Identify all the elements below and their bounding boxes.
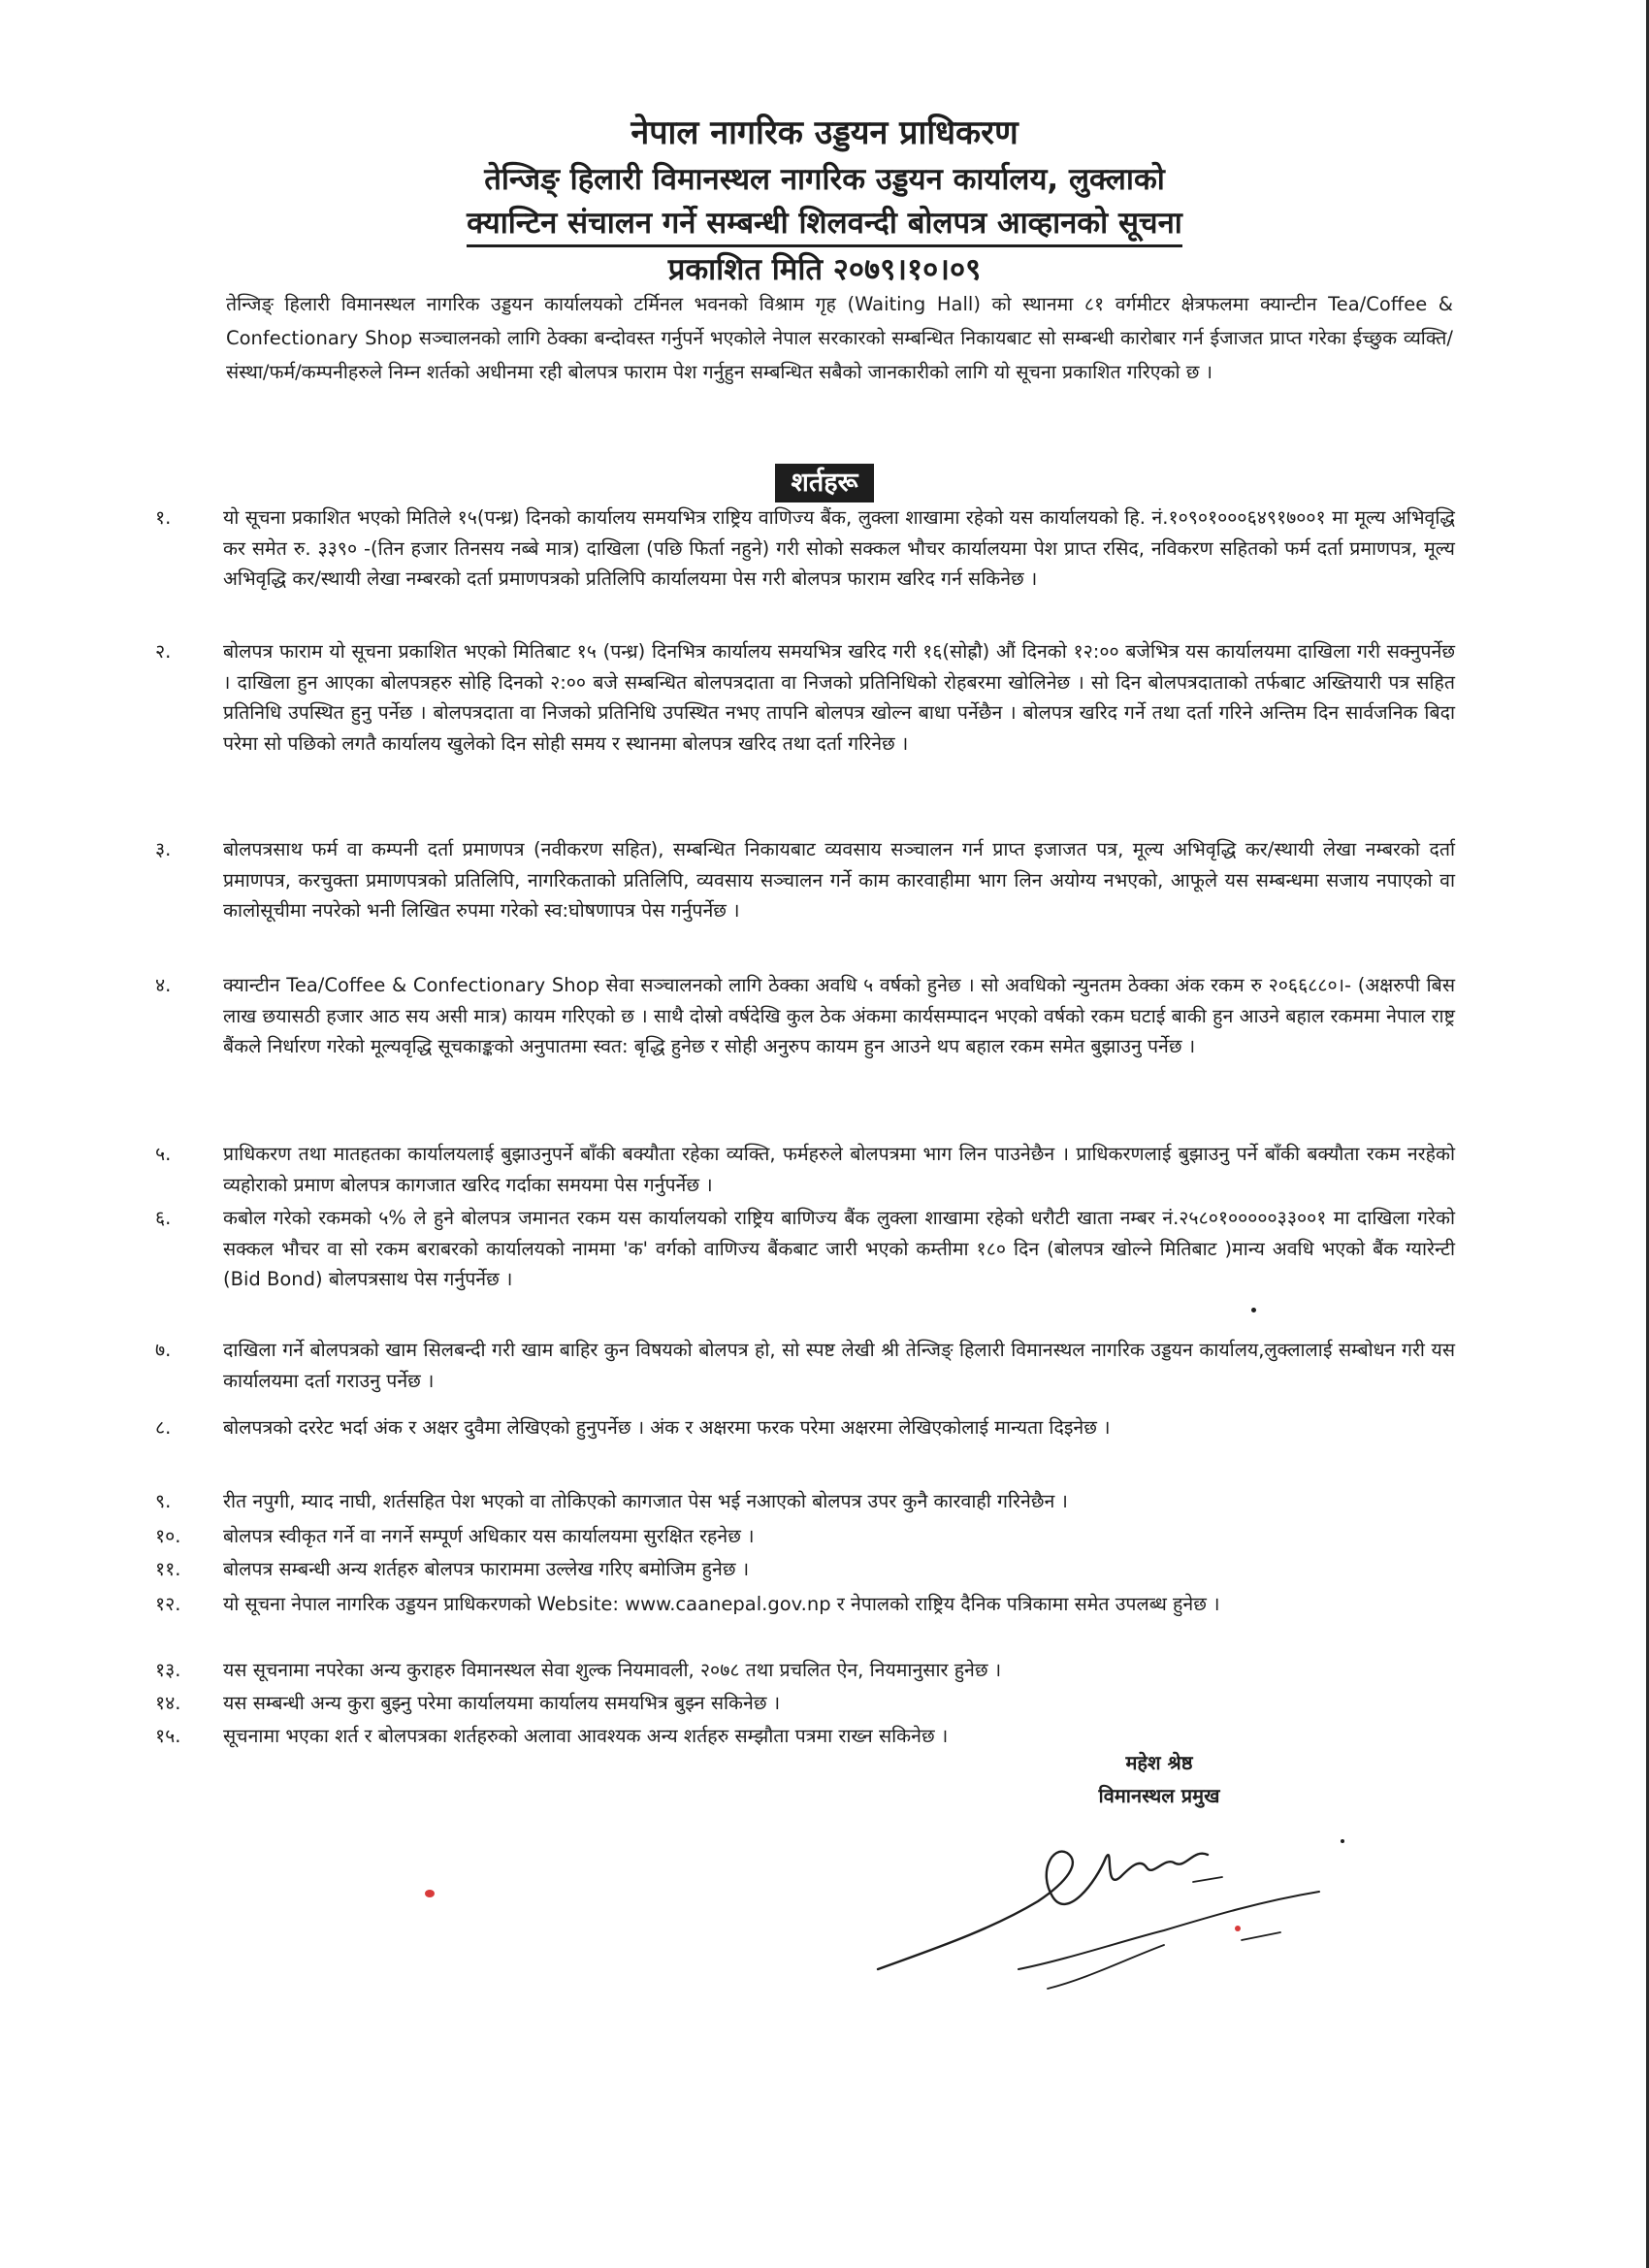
condition-number: १. xyxy=(155,506,172,529)
condition-text: क्यान्टीन Tea/Coffee & Confectionary Shop सेवा सञ्चालनको लागि ठेक्का अवधि ५ वर्षको हुनेछ । सो अवधिको न्युनतम ठेक्का अंक रकम रु २०६६८८०।- (अक्षरुपी बिस लाख छयासठी हजार आठ सय असी मात्र) कायम गरिएको छ । साथै दोस्रो वर्षदेखि कुल ठेक अंकमा कार्यसम्पादन भएको वर्षको रकम घटाई बाकी हुन आउने बहाल रकममा नेपाल राष्ट्र बैंकले निर्धारण गरेको मूल्यवृद्धि सूचकाङ्कको अनुपातमा स्वत: बृद्धि हुनेछ र सोही अनुरुप कायम हुन आउने थप बहाल रकम समेत बुझाउनु पर्नेछ । xyxy=(223,974,1455,1057)
condition-text: कबोल गरेको रकमको ५% ले हुने बोलपत्र जमानत रकम यस कार्यालयको राष्ट्रिय बाणिज्य बैंक लुक्ला शाखामा रहेको धरौटी खाता नम्बर नं.२५८०१०००००३३००१ मा दाखिला गरेको सक्कल भौचर वा सो रकम बराबरको कार्यालयको नाममा 'क' वर्गको वाणिज्य बैंकबाट जारी भएको कम्तीमा १८० दिन (बोलपत्र खोल्ने मितिबाट )मान्य अवधि भएको बैंक ग्यारेन्टी (Bid Bond) बोलपत्रसाथ पेस गर्नुपर्नेछ । xyxy=(223,1207,1455,1290)
condition-text: दाखिला गर्ने बोलपत्रको खाम सिलबन्दी गरी खाम बाहिर कुन विषयको बोलपत्र हो, सो स्पष्ट लेखी श्री तेन्जिङ् हिलारी विमानस्थल नागरिक उड्डयन कार्यालय,लुक्लालाई सम्बोधन गरी यस कार्यालयमा दर्ता गराउनु पर्नेछ । xyxy=(223,1339,1455,1392)
condition-item xyxy=(155,502,1455,595)
signatory-title: विमानस्थल प्रमुख xyxy=(1098,1784,1220,1807)
condition-text: बोलपत्र सम्बन्धी अन्य शर्तहरु बोलपत्र फाराममा उल्लेख गरिए बमोजिम हुनेछ । xyxy=(223,1558,750,1580)
condition-text: बोलपत्र स्वीकृत गर्ने वा नगर्ने सम्पूर्ण अधिकार यस कार्यालयमा सुरक्षित रहनेछ । xyxy=(223,1525,755,1547)
condition-text: प्राधिकरण तथा मातहतका कार्यालयलाई बुझाउनुपर्ने बाँकी बक्यौता रहेका व्यक्ति, फर्महरुले बोलपत्रमा भाग लिन पाउनेछैन । प्राधिकरणलाई बुझाउनु पर्ने बाँकी बक्यौता रकम नरहेको व्यहोराको प्रमाण बोलपत्र कागजात खरिद गर्दाका समयमा पेस गर्नुपर्नेछ । xyxy=(223,1143,1455,1196)
condition-item xyxy=(155,970,1455,1062)
signatory-name: महेश श्रेष्ठ xyxy=(1125,1751,1193,1774)
condition-number: ७. xyxy=(155,1339,172,1361)
condition-item xyxy=(155,1655,1455,1686)
condition-text: यस सम्बन्धी अन्य कुरा बुझ्नु परेमा कार्यालयमा कार्यालय समयभित्र बुझ्न सकिनेछ । xyxy=(223,1692,781,1714)
condition-item xyxy=(155,1203,1455,1295)
condition-number: ३. xyxy=(155,838,172,860)
conditions-heading-wrap xyxy=(0,464,1649,502)
published-date: प्रकाशित मिति २०७९।१०।०९ xyxy=(667,252,982,287)
condition-text: यस सूचनामा नपरेका अन्य कुराहरु विमानस्थल सेवा शुल्क नियमावली, २०७८ तथा प्रचलित ऐन, नियमानुसार हुनेछ । xyxy=(223,1659,1002,1681)
condition-number: ९. xyxy=(155,1490,172,1512)
condition-number: ६. xyxy=(155,1207,172,1229)
conditions-heading: शर्तहरू xyxy=(775,464,873,502)
notice-subject: क्यान्टिन संचालन गर्ने सम्बन्धी शिलवन्दी बोलपत्र आव्हानको सूचना xyxy=(467,202,1182,247)
condition-item xyxy=(155,1139,1455,1200)
condition-number: १४. xyxy=(155,1692,181,1714)
handwritten-signature xyxy=(873,1824,1358,1998)
org-name: नेपाल नागरिक उड्डयन प्राधिकरण xyxy=(630,113,1018,152)
office-name: तेन्जिङ् हिलारी विमानस्थल नागरिक उड्डयन कार्यालय, लुक्लाको xyxy=(484,162,1165,197)
notice-header xyxy=(0,109,1649,292)
condition-text: बोलपत्रको दररेट भर्दा अंक र अक्षर दुवैमा लेखिएको हुनुपर्नेछ । अंक र अक्षरमा फरक परेमा अक्षरमा लेखिएकोलाई मान्यता दिइनेछ । xyxy=(223,1416,1111,1439)
condition-number: २. xyxy=(155,640,172,663)
ink-dot xyxy=(1251,1308,1256,1312)
red-ink-speck xyxy=(1235,1926,1241,1931)
condition-number: १५. xyxy=(155,1725,181,1747)
condition-number: ५. xyxy=(155,1143,172,1165)
condition-text: बोलपत्रसाथ फर्म वा कम्पनी दर्ता प्रमाणपत्र (नवीकरण सहित), सम्बन्धित निकायबाट व्यवसाय सञ्चालन गर्न प्राप्त इजाजत पत्र, मूल्य अभिवृद्धि कर/स्थायी लेखा नम्बरको दर्ता प्रमाणपत्र, करचुक्ता प्रमाणपत्रको प्रतिलिपि, नागरिकताको प्रतिलिपि, व्यवसाय सञ्चालन गर्ने काम कारवाहीमा भाग लिन अयोग्य नभएको, आफूले यस सम्बन्धमा सजाय नपाएको वा कालोसूचीमा नपरेको भनी लिखित रुपमा गरेको स्व:घोषणापत्र पेस गर्नुपर्नेछ । xyxy=(223,838,1455,922)
condition-item xyxy=(155,1412,1455,1443)
condition-text: यो सूचना प्रकाशित भएको मितिले १५(पन्ध्र) दिनको कार्यालय समयभित्र राष्ट्रिय वाणिज्य बैंक, लुक्ला शाखामा रहेको यस कार्यालयको हि. नं.१०९०१०००६४९१७००१ मा मूल्य अभिवृद्धि कर समेत रु. ३३९० -(तिन हजार तिनसय नब्बे मात्र) दाखिला (पछि फिर्ता नहुने) गरी सोको सक्कल भौचर कार्यालयमा पेश प्राप्त रसिद, नविकरण सहितको फर्म दर्ता प्रमाणपत्र, मूल्य अभिवृद्धि कर/स्थायी लेखा नम्बरको दर्ता प्रमाणपत्रको प्रतिलिपि कार्यालयमा पेस गरी बोलपत्र फाराम खरिद गर्न सकिनेछ । xyxy=(223,506,1455,590)
ink-dot xyxy=(1341,1839,1344,1843)
intro-paragraph: तेन्जिङ् हिलारी विमानस्थल नागरिक उड्डयन कार्यालयको टर्मिनल भवनको विश्राम गृह (Waiting Hall) को स्थानमा ८१ वर्गमीटर क्षेत्रफलमा क्यान्टीन Tea/Coffee & Confectionary Shop सञ्चालनको लागि ठेक्का बन्दोवस्त गर्नुपर्ने भएकोले नेपाल सरकारको सम्बन्धित निकायबाट सो सम्बन्धी कारोबार गर्न ईजाजत प्राप्त गरेका ईच्छुक व्यक्ति/संस्था/फर्म/कम्पनीहरुले निम्न शर्तको अधीनमा रही बोलपत्र फाराम पेश गर्नुहुन सम्बन्धित सबैको जानकारीको लागि यो सूचना प्रकाशित गरिएको छ । xyxy=(226,293,1453,383)
condition-text: सूचनामा भएका शर्त र बोलपत्रका शर्तहरुको अलावा आवश्यक अन्य शर्तहरु सम्झौता पत्रमा राख्न सकिनेछ । xyxy=(223,1725,949,1747)
condition-number: ४. xyxy=(155,974,172,996)
condition-item xyxy=(155,1521,1455,1552)
condition-text: रीत नपुगी, म्याद नाघी, शर्तसहित पेश भएको वा तोकिएको कागजात पेस भई नआएको बोलपत्र उपर कुनै कारवाही गरिनेछैन । xyxy=(223,1490,1068,1512)
condition-number: १०. xyxy=(155,1525,181,1547)
condition-text: बोलपत्र फाराम यो सूचना प्रकाशित भएको मितिबाट १५ (पन्ध्र) दिनभित्र कार्यालय समयभित्र खरिद गरी १६(सोह्रौ) औं दिनको १२:०० बजेभित्र यस कार्यालयमा दाखिला गरी सक्नुपर्नेछ । दाखिला हुन आएका बोलपत्रहरु सोहि दिनको २:०० बजे सम्बन्धित बोलपत्रदाता वा निजको प्रतिनिधिको रोहबरमा खोलिनेछ । सो दिन बोलपत्रदाताको तर्फबाट अख्तियारी पत्र सहित प्रतिनिधि उपस्थित हुनु पर्नेछ । बोलपत्रदाता वा निजको प्रतिनिधि उपस्थित नभए तापनि बोलपत्र खोल्न बाधा पर्नेछैन । बोलपत्र खरिद गर्ने तथा दर्ता गरिने अन्तिम दिन सार्वजनिक बिदा परेमा सो पछिको लगतै कार्यालय खुलेको दिन सोही समय र स्थानमा बोलपत्र खरिद तथा दर्ता गरिनेछ । xyxy=(223,640,1455,755)
condition-item xyxy=(155,1486,1455,1517)
condition-item xyxy=(155,636,1455,759)
condition-number: ११. xyxy=(155,1558,181,1580)
condition-item xyxy=(155,1554,1455,1585)
condition-number: १३. xyxy=(155,1659,181,1681)
condition-item xyxy=(155,1688,1455,1719)
condition-text: यो सूचना नेपाल नागरिक उड्डयन प्राधिकरणको Website: www.caanepal.gov.np र नेपालको राष्ट्रिय दैनिक पत्रिकामा समेत उपलब्ध हुनेछ । xyxy=(223,1593,1220,1615)
red-ink-speck xyxy=(425,1890,435,1897)
condition-number: १२. xyxy=(155,1593,181,1615)
condition-item xyxy=(155,1589,1455,1620)
signatory-block xyxy=(1033,1746,1285,1812)
condition-item xyxy=(155,834,1455,926)
condition-number: ८. xyxy=(155,1416,172,1439)
condition-item xyxy=(155,1335,1455,1396)
